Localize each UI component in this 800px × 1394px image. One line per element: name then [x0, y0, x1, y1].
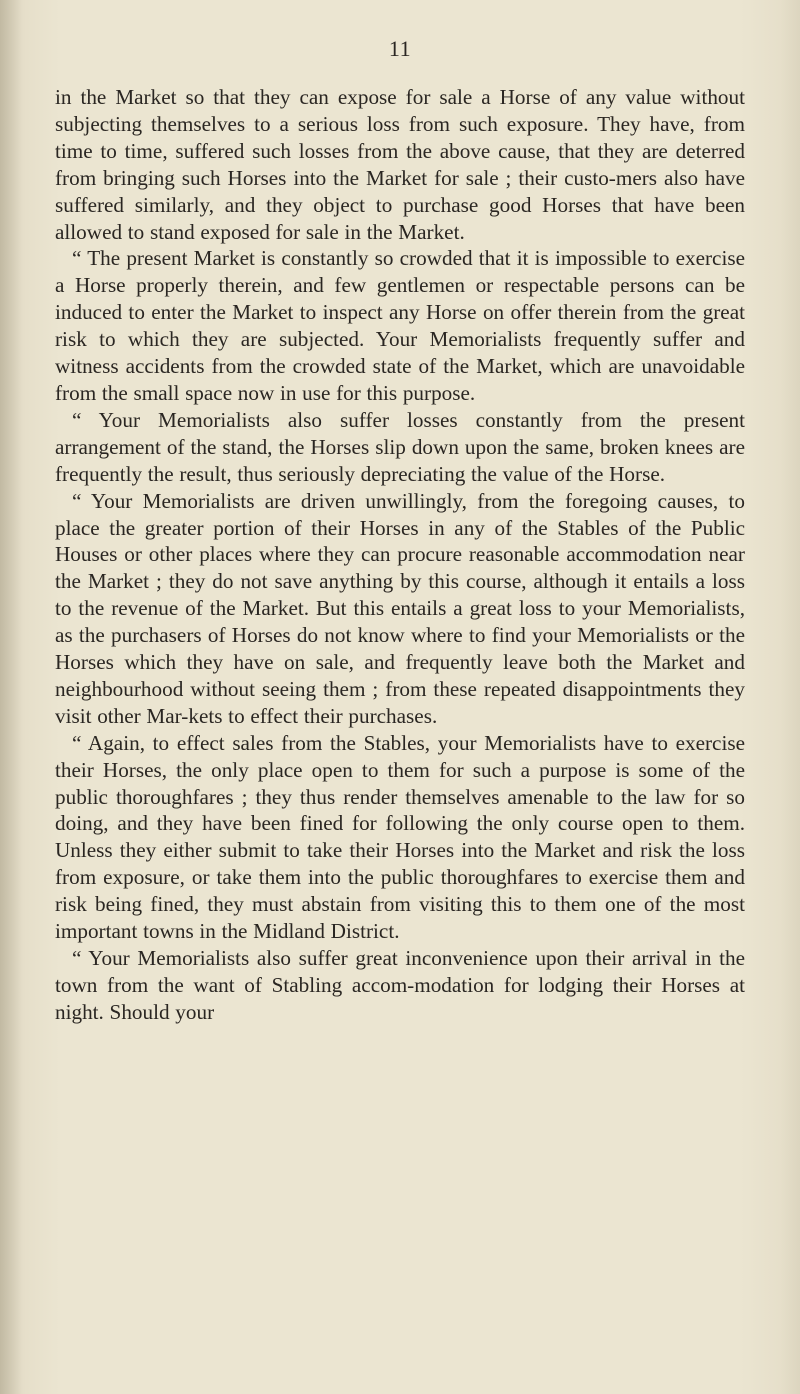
- page-number: 11: [388, 36, 412, 61]
- paragraph: “ The present Market is constantly so crowded that it is impossible to exercise a Horse properly therein, and few gentlemen or respectable persons can be induced to enter the Market to inspect any Horse on offer therein from the great risk to which they are subjected. Your Memorialists frequently suffer and witness accidents from the crowded state of the Market, which are unavoidable from the small space now in use for this purpose.: [55, 246, 745, 405]
- page-edge-shadow: [0, 0, 22, 1394]
- paragraph: “ Your Memorialists also suffer losses constantly from the present arrangement of the stand, the Horses slip down upon the same, broken knees are frequently the result, thus seriously depreciating the value of the Horse.: [55, 407, 745, 486]
- paragraph: in the Market so that they can expose for sale a Horse of any value without subjecting themselves to a serious loss from such exposure. They have, from time to time, suffered such losses from the above cause, that they are deterred from bringing such Horses into the Market for sale ; their custo-mers also have suffered similarly, and they object to purchase good Horses that have been allowed to stand exposed for sale in the Market.: [55, 85, 745, 244]
- paragraph: “ Your Memorialists are driven unwillingly, from the foregoing causes, to place the greater portion of their Horses in any of the Stables of the Public Houses or other places where they can procure reasonable accommodation near the Market ; they do not save anything by this course, although it entails a loss to the revenue of the Market. But this entails a great loss to your Memorialists, as the purchasers of Horses do not know where to find your Memorialists or the Horses which they have on sale, and frequently leave both the Market and neighbourhood without seeing them ; from these repeated disappointments they visit other Mar-kets to effect their purchases.: [55, 488, 745, 728]
- paragraph: “ Your Memorialists also suffer great inconvenience upon their arrival in the town from the want of Stabling accom-modation for lodging their Horses at night. Should your: [55, 946, 745, 1024]
- body-text: [55, 84, 745, 1026]
- paragraph: “ Again, to effect sales from the Stables, your Memorialists have to exercise their Horses, the only place open to them for such a purpose is some of the public thoroughfares ; they thus render themselves amenable to the law for so doing, and they have been fined for following the only course open to them. Unless they either submit to take their Horses into the Market and risk the loss from exposure, or take them into the public thoroughfares to exercise them and risk being fined, they must abstain from visiting this to them one of the most important towns in the Midland District.: [55, 730, 745, 944]
